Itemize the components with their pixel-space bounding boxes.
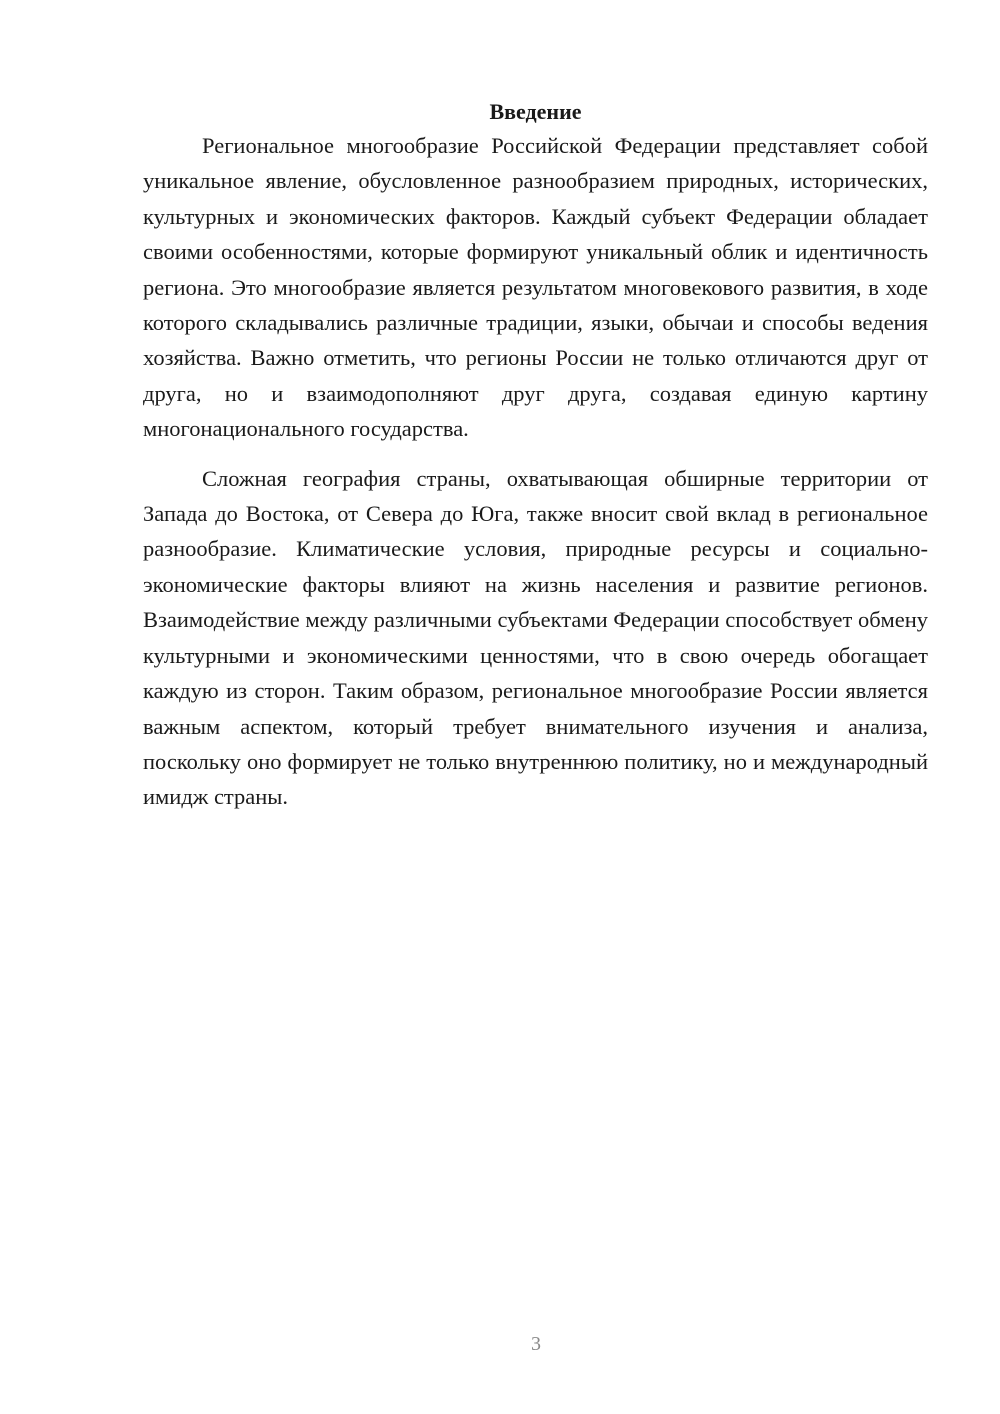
- page-number: 3: [531, 1333, 541, 1355]
- section-heading: Введение: [489, 99, 582, 124]
- page-content: [143, 96, 928, 815]
- paragraph-1: Региональное многообразие Российской Федерации представляет собой уникальное явление, обусловленное разнообразием природных, исторических, культурных и экономических факторов. Каждый субъект Федерации обладает своими особенностями, которые формируют уникальный облик и идентичность региона. Это многообразие является результатом многовекового развития, в ходе которого складывались различные традиции, языки, обычаи и способы ведения хозяйства. Важно отметить, что регионы России не только отличаются друг от друга, но и взаимодополняют друг друга, создавая единую картину многонационального государства.: [143, 133, 928, 442]
- paragraph-2: Сложная география страны, охватывающая обширные территории от Запада до Востока, от Севера до Юга, также вносит свой вклад в региональное разнообразие. Климатические условия, природные ресурсы и социально-экономические факторы влияют на жизнь населения и развитие регионов. Взаимодействие между различными субъектами Федерации способствует обмену культурными и экономическими ценностями, что в свою очередь обогащает каждую из сторон. Таким образом, региональное многообразие России является важным аспектом, который требует внимательного изучения и анализа, поскольку оно формирует не только внутреннюю политику, но и международный имидж страны.: [143, 465, 928, 810]
